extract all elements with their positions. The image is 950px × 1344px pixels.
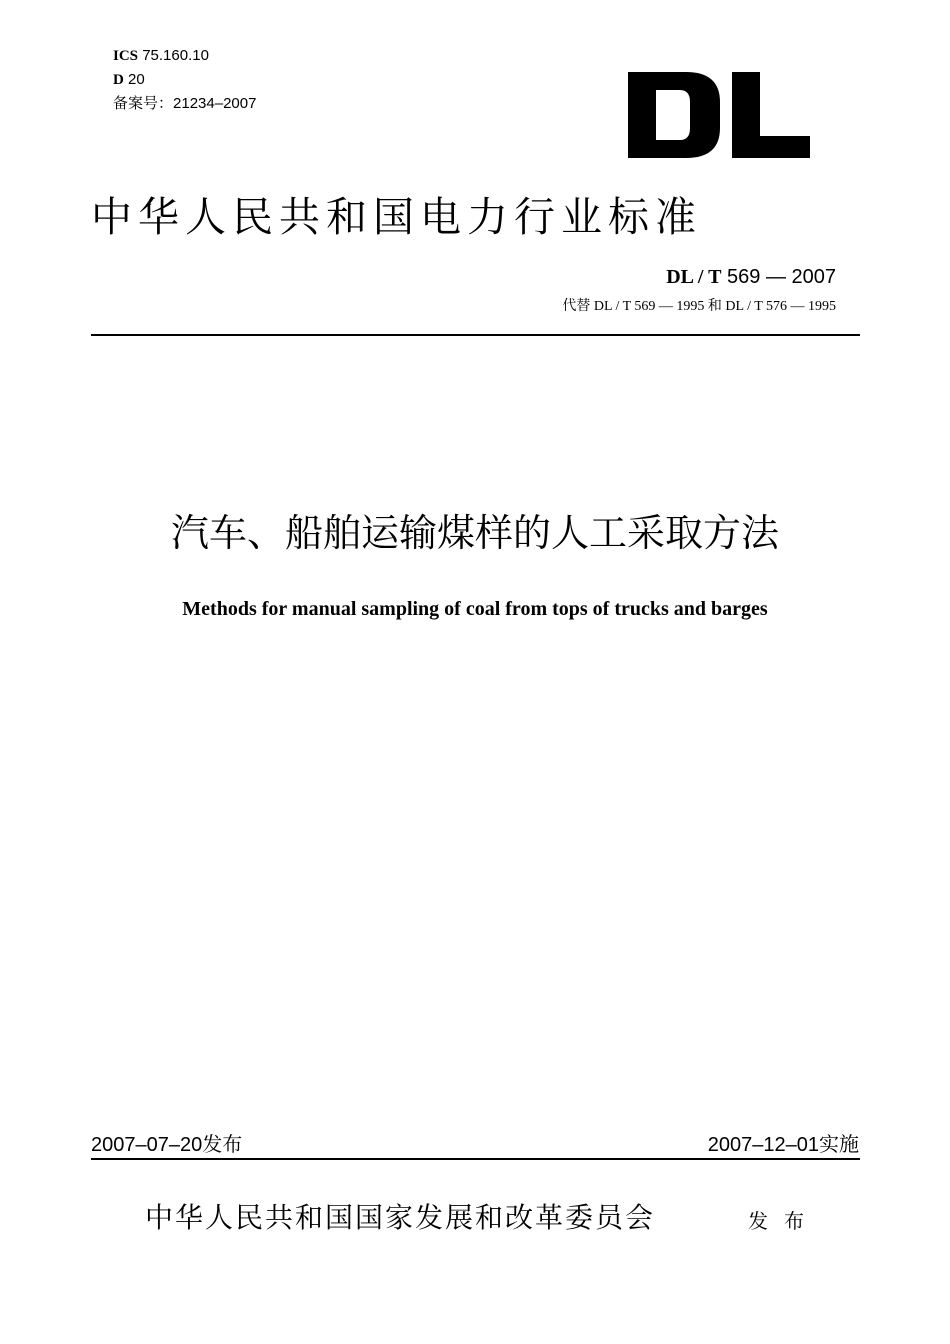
class-label: D xyxy=(113,72,124,88)
dl-logo xyxy=(628,72,810,158)
record-value: 21234–2007 xyxy=(173,95,257,112)
issue-date: 2007–07–20发布 xyxy=(91,1134,243,1156)
ics-code xyxy=(113,44,256,68)
record-label: 备案号： xyxy=(113,95,174,112)
classification-code xyxy=(113,68,256,92)
issued-label: 发布 xyxy=(748,1209,820,1233)
class-value: 20 xyxy=(128,71,145,88)
replaces-note: 代替 DL / T 569 — 1995 和 DL / T 576 — 1995 xyxy=(562,299,836,314)
implementation-date: 2007–12–01实施 xyxy=(707,1134,859,1156)
standard-number xyxy=(666,266,836,289)
ics-label: ICS xyxy=(113,48,139,64)
document-title-cn: 汽车、船舶运输煤样的人工采取方法 xyxy=(170,511,779,555)
standard-code: 569 — 2007 xyxy=(727,266,836,288)
document-title-en: Methods for manual sampling of coal from tops of trucks and barges xyxy=(182,598,768,620)
footer-divider xyxy=(91,1158,860,1160)
document-metadata xyxy=(113,44,256,116)
standard-prefix: DL / T xyxy=(666,266,722,288)
header-divider xyxy=(91,334,860,336)
industry-standard-title: 中华人民共和国电力行业标准 xyxy=(91,193,702,241)
ics-value: 75.160.10 xyxy=(142,47,209,64)
issuing-authority: 中华人民共和国国家发展和改革委员会 xyxy=(145,1201,656,1234)
record-number xyxy=(113,92,256,116)
